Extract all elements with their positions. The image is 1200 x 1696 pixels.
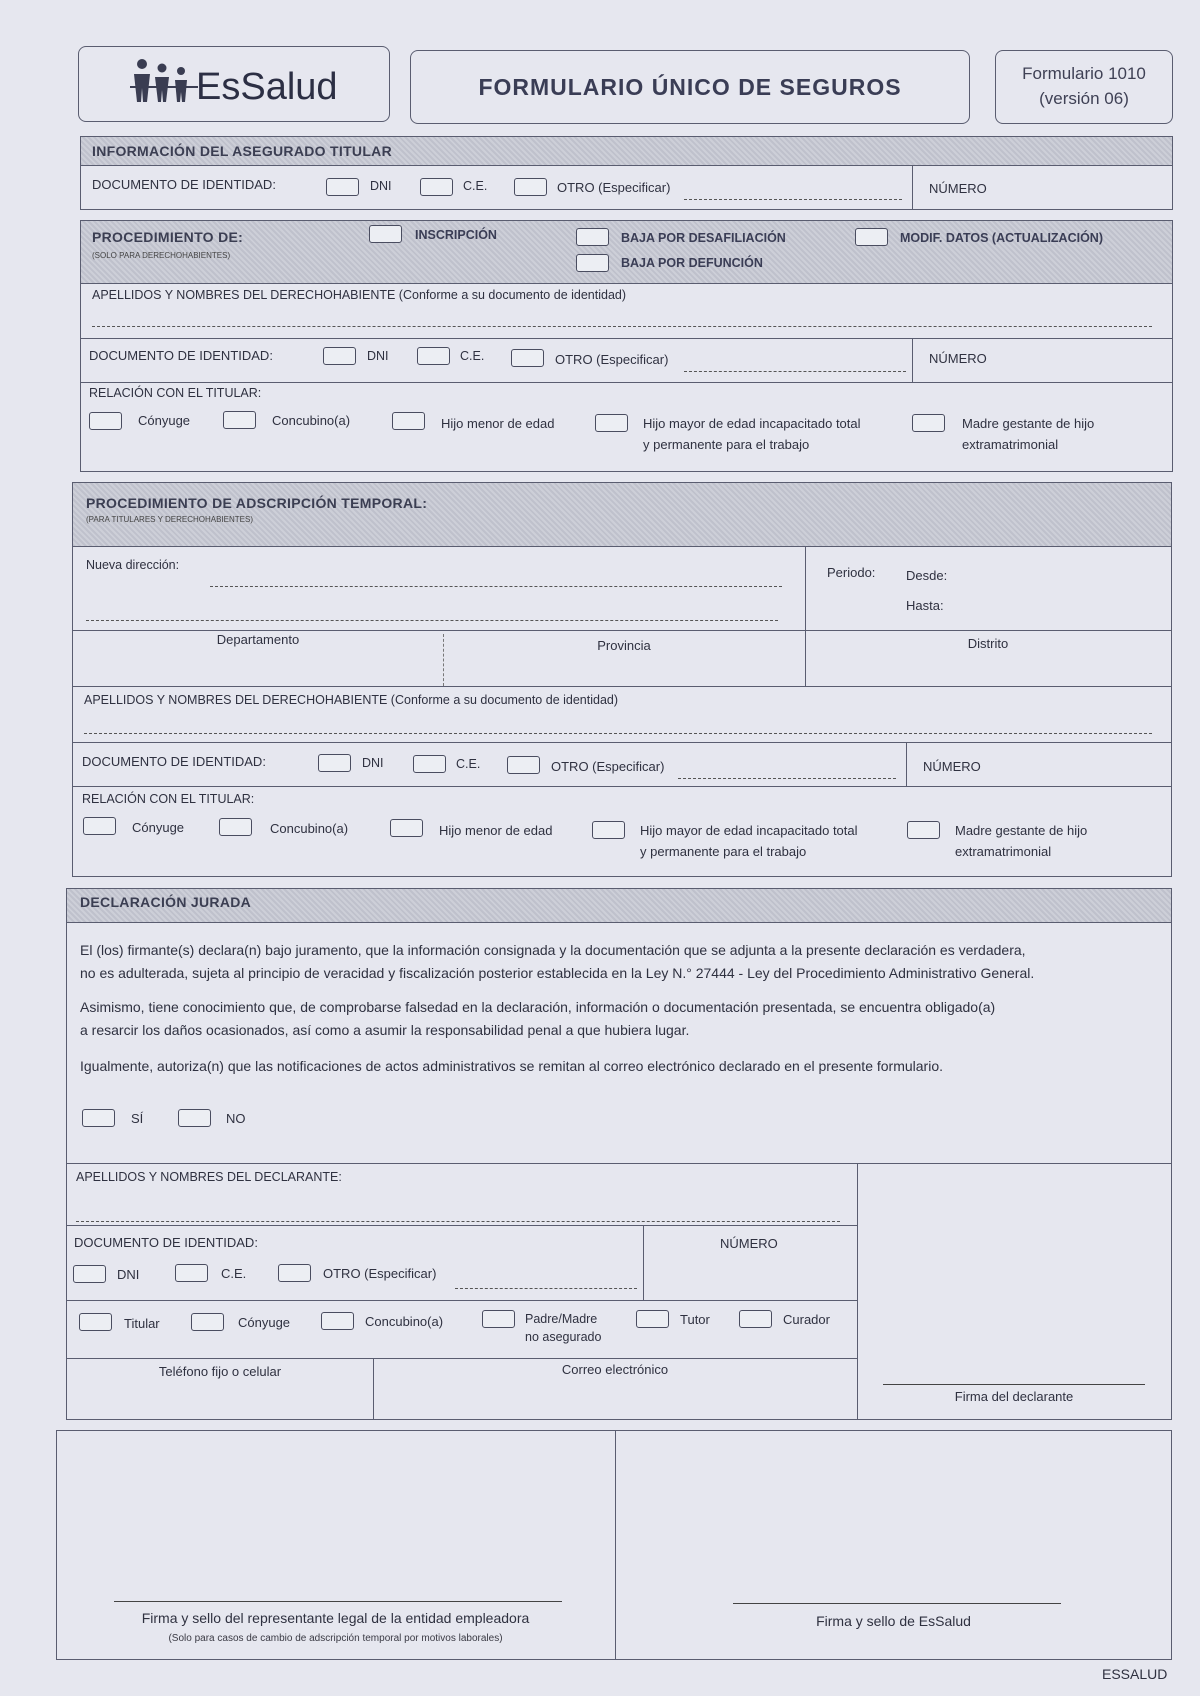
conyuge-checkbox[interactable] <box>83 817 116 835</box>
dni-checkbox[interactable] <box>318 754 351 772</box>
no-checkbox[interactable] <box>178 1109 211 1127</box>
baja-desafiliacion-checkbox[interactable] <box>576 228 609 246</box>
otro-specify-line[interactable] <box>684 371 906 372</box>
dni-checkbox[interactable] <box>326 178 359 196</box>
hijo-mayor-label-1: Hijo mayor de edad incapacitado total <box>640 823 858 838</box>
firma-empleadora-line[interactable] <box>114 1601 562 1602</box>
numero-label: NÚMERO <box>929 181 987 196</box>
divider <box>73 686 1171 687</box>
inscripcion-label: INSCRIPCIÓN <box>415 228 497 242</box>
hijo-mayor-label-1: Hijo mayor de edad incapacitado total <box>643 416 861 431</box>
otro-checkbox[interactable] <box>514 178 547 196</box>
baja-defuncion-checkbox[interactable] <box>576 254 609 272</box>
hijo-mayor-label-2: y permanente para el trabajo <box>640 844 807 859</box>
padre-madre-checkbox[interactable] <box>482 1310 515 1328</box>
desde-label: Desde: <box>906 568 948 583</box>
divider <box>912 166 913 210</box>
divider <box>805 547 806 687</box>
nueva-direccion-line-2[interactable] <box>86 620 778 621</box>
otro-checkbox[interactable] <box>511 349 544 367</box>
form-code-line2: (versión 06) <box>1039 89 1129 108</box>
si-checkbox[interactable] <box>82 1109 115 1127</box>
numero-label: NÚMERO <box>929 351 987 366</box>
hijo-menor-label: Hijo menor de edad <box>441 416 555 431</box>
firma-empleadora-label: Firma y sello del representante legal de la entidad empleadora <box>141 1610 530 1626</box>
conyuge-label: Cónyuge <box>238 1315 291 1330</box>
otro-label: OTRO (Especificar) <box>323 1266 437 1281</box>
otro-checkbox[interactable] <box>507 756 540 774</box>
firma-declarante-label: Firma del declarante <box>954 1389 1074 1404</box>
doc-identidad-label: DOCUMENTO DE IDENTIDAD: <box>89 348 273 363</box>
firma-essalud-line[interactable] <box>733 1603 1061 1604</box>
baja-defuncion-label: BAJA POR DEFUNCIÓN <box>621 256 763 270</box>
divider <box>67 1300 857 1301</box>
divider <box>81 382 1172 383</box>
curador-label: Curador <box>783 1312 830 1327</box>
concubino-checkbox[interactable] <box>321 1312 354 1330</box>
divider <box>912 338 913 382</box>
firma-empleadora-note: (Solo para casos de cambio de adscripción temporal por motivos laborales) <box>168 1633 503 1644</box>
madre-gestante-label-2: extramatrimonial <box>962 437 1059 452</box>
firma-declarante-line[interactable] <box>883 1384 1145 1385</box>
declaracion-text: Igualmente, autoriza(n) que las notificaciones de actos administrativos se remitan al correo electrónico declarado en el presente formulario. <box>80 1058 944 1074</box>
doc-identidad-label: DOCUMENTO DE IDENTIDAD: <box>92 177 276 192</box>
form-code-line1: Formulario 1010 <box>1022 64 1146 83</box>
divider <box>67 1163 1171 1164</box>
otro-label: OTRO (Especificar) <box>555 352 669 367</box>
divider <box>67 1225 857 1226</box>
concubino-label: Concubino(a) <box>270 821 349 836</box>
provincia-label: Provincia <box>597 638 651 653</box>
otro-label: OTRO (Especificar) <box>557 180 671 195</box>
divider <box>81 338 1172 339</box>
tutor-label: Tutor <box>680 1312 710 1327</box>
section-title: INFORMACIÓN DEL ASEGURADO TITULAR <box>92 143 393 159</box>
otro-specify-line[interactable] <box>455 1288 637 1289</box>
declaracion-text: no es adulterada, sujeta al principio de veracidad y fiscalización posterior establecida en la Ley N.° 27444 - Ley del Procedimiento Administrativo General. <box>80 965 1035 981</box>
declaracion-text: a resarcir los daños ocasionados, así como a asumir la responsabilidad penal a que hubiera lugar. <box>80 1022 690 1038</box>
hasta-label: Hasta: <box>906 598 944 613</box>
madre-gestante-label-2: extramatrimonial <box>955 844 1052 859</box>
otro-checkbox[interactable] <box>278 1264 311 1282</box>
periodo-label: Periodo: <box>827 565 876 580</box>
titular-label: Titular <box>124 1316 160 1331</box>
divider <box>73 786 1171 787</box>
dni-checkbox[interactable] <box>73 1265 106 1283</box>
divider <box>67 1358 857 1359</box>
section-title: PROCEDIMIENTO DE: <box>92 229 244 245</box>
ce-label: C.E. <box>221 1266 247 1281</box>
no-label: NO <box>226 1111 246 1126</box>
dni-checkbox[interactable] <box>323 347 356 365</box>
firma-essalud-label: Firma y sello de EsSalud <box>816 1613 971 1629</box>
ce-label: C.E. <box>463 179 488 193</box>
hijo-mayor-label-2: y permanente para el trabajo <box>643 437 810 452</box>
ce-checkbox[interactable] <box>413 755 446 773</box>
otro-label: OTRO (Especificar) <box>551 759 665 774</box>
divider <box>857 1163 858 1420</box>
doc-identidad-label: DOCUMENTO DE IDENTIDAD: <box>82 754 266 769</box>
nueva-direccion-line[interactable] <box>210 586 782 587</box>
curador-checkbox[interactable] <box>739 1310 772 1328</box>
footer-brand: ESSALUD <box>1102 1666 1168 1682</box>
conyuge-label: Cónyuge <box>132 820 185 835</box>
declaracion-text: Asimismo, tiene conocimiento que, de comprobarse falsedad en la declaración, información o documentación presentada, se encuentra obligado(a) <box>80 999 996 1015</box>
section-subtitle: (PARA TITULARES Y DERECHOHABIENTES) <box>86 515 254 524</box>
divider <box>906 742 907 786</box>
divider <box>643 1225 644 1300</box>
divider <box>73 630 1171 631</box>
concubino-label: Concubino(a) <box>272 413 351 428</box>
telefono-label: Teléfono fijo o celular <box>158 1364 282 1379</box>
departamento-label: Departamento <box>216 632 300 647</box>
distrito-label: Distrito <box>967 636 1009 651</box>
modif-datos-label: MODIF. DATOS (ACTUALIZACIÓN) <box>900 231 1103 245</box>
madre-gestante-checkbox[interactable] <box>912 414 945 432</box>
concubino-label: Concubino(a) <box>365 1314 444 1329</box>
conyuge-checkbox[interactable] <box>191 1313 224 1331</box>
ce-label: C.E. <box>456 757 481 771</box>
section-title: DECLARACIÓN JURADA <box>80 894 252 910</box>
numero-label: NÚMERO <box>923 759 981 774</box>
ce-checkbox[interactable] <box>417 347 450 365</box>
conyuge-label: Cónyuge <box>138 413 191 428</box>
hijo-menor-checkbox[interactable] <box>392 412 425 430</box>
hijo-menor-checkbox[interactable] <box>390 819 423 837</box>
dni-label: DNI <box>362 756 384 770</box>
section-subtitle: (SOLO PARA DERECHOHABIENTES) <box>92 251 231 260</box>
tutor-checkbox[interactable] <box>636 1310 669 1328</box>
ce-checkbox[interactable] <box>175 1264 208 1282</box>
conyuge-checkbox[interactable] <box>89 412 122 430</box>
dni-label: DNI <box>370 179 392 193</box>
padre-madre-label-2: no asegurado <box>525 1330 602 1344</box>
ce-label: C.E. <box>460 349 485 363</box>
baja-desafiliacion-label: BAJA POR DESAFILIACIÓN <box>621 231 786 245</box>
modif-datos-checkbox[interactable] <box>855 228 888 246</box>
otro-specify-line[interactable] <box>684 199 902 200</box>
apellidos-derechohabiente-line[interactable] <box>92 326 1152 327</box>
si-label: SÍ <box>131 1111 144 1126</box>
relacion-titular-label: RELACIÓN CON EL TITULAR: <box>89 386 262 400</box>
concubino-checkbox[interactable] <box>219 818 252 836</box>
apellidos-derechohabiente-label: APELLIDOS Y NOMBRES DEL DERECHOHABIENTE (Conforme a su documento de identidad) <box>92 288 627 302</box>
divider <box>81 283 1172 284</box>
relacion-titular-label: RELACIÓN CON EL TITULAR: <box>82 792 255 806</box>
apellidos-derechohabiente-line[interactable] <box>84 733 1152 734</box>
otro-specify-line[interactable] <box>678 778 896 779</box>
madre-gestante-label-1: Madre gestante de hijo <box>962 416 1095 431</box>
form-code-box <box>995 50 1173 124</box>
apellidos-declarante-line[interactable] <box>76 1221 840 1222</box>
inscripcion-checkbox[interactable] <box>369 225 402 243</box>
titular-checkbox[interactable] <box>79 1313 112 1331</box>
logo-text: EsSalud <box>196 66 338 108</box>
concubino-checkbox[interactable] <box>223 411 256 429</box>
dni-label: DNI <box>117 1267 140 1282</box>
hijo-mayor-checkbox[interactable] <box>592 821 625 839</box>
apellidos-derechohabiente-label: APELLIDOS Y NOMBRES DEL DERECHOHABIENTE (Conforme a su documento de identidad) <box>84 693 619 707</box>
dni-label: DNI <box>367 349 389 363</box>
madre-gestante-label-1: Madre gestante de hijo <box>955 823 1088 838</box>
padre-madre-label-1: Padre/Madre <box>525 1312 598 1326</box>
declaracion-text: El (los) firmante(s) declara(n) bajo juramento, que la información consignada y la documentación que se adjunta a la presente declaración es verdadera, <box>80 942 1026 958</box>
hijo-menor-label: Hijo menor de edad <box>439 823 553 838</box>
essalud-logo-icon <box>128 56 200 106</box>
doc-identidad-label: DOCUMENTO DE IDENTIDAD: <box>74 1235 258 1250</box>
form-title: FORMULARIO ÚNICO DE SEGUROS <box>478 74 902 100</box>
nueva-direccion-label: Nueva dirección: <box>86 558 180 572</box>
divider <box>73 742 1171 743</box>
ce-checkbox[interactable] <box>420 178 453 196</box>
hijo-mayor-checkbox[interactable] <box>595 414 628 432</box>
madre-gestante-checkbox[interactable] <box>907 821 940 839</box>
correo-label: Correo electrónico <box>561 1362 669 1377</box>
section-title: PROCEDIMIENTO DE ADSCRIPCIÓN TEMPORAL: <box>86 495 428 511</box>
apellidos-declarante-label: APELLIDOS Y NOMBRES DEL DECLARANTE: <box>76 1170 342 1184</box>
numero-label: NÚMERO <box>720 1236 778 1251</box>
